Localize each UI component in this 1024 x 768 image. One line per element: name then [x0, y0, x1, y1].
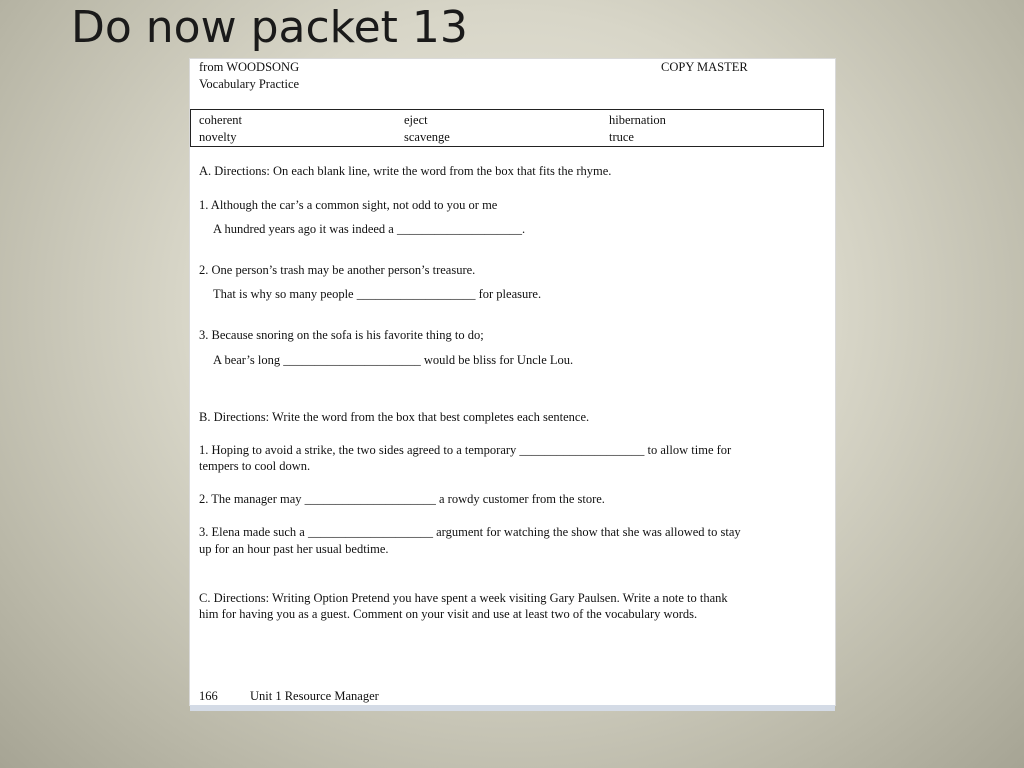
section-b-question-2: 2. The manager may _____________________ a rowdy customer from the store.	[199, 492, 605, 506]
vocab-word: truce	[609, 130, 634, 144]
vocab-word: novelty	[199, 130, 237, 144]
section-b-question-3: 3. Elena made such a ____________________ argument for watching the show that she was allowed to stay	[199, 525, 741, 539]
copy-master-label: COPY MASTER	[661, 60, 748, 74]
worksheet-source: from WOODSONG	[199, 60, 300, 74]
section-b-question-3-cont: up for an hour past her usual bedtime.	[199, 542, 389, 556]
footer-page-number: 166	[199, 689, 218, 703]
vocabulary-word-box	[190, 109, 824, 147]
section-a-question-1-blank: A hundred years ago it was indeed a ____________________.	[213, 222, 526, 236]
vocab-word: eject	[404, 113, 428, 127]
section-a-question-1: 1. Although the car’s a common sight, not odd to you or me	[199, 198, 498, 212]
vocab-word: hibernation	[609, 113, 666, 127]
section-a-question-3: 3. Because snoring on the sofa is his favorite thing to do;	[199, 328, 484, 342]
section-a-question-2-blank: That is why so many people ___________________ for pleasure.	[213, 287, 542, 301]
section-b-question-1-cont: tempers to cool down.	[199, 459, 311, 473]
vocab-word: coherent	[199, 113, 243, 127]
page-bottom-edge	[190, 705, 835, 711]
section-a-question-2: 2. One person’s trash may be another person’s treasure.	[199, 263, 476, 277]
section-c-directions-cont: him for having you as a guest. Comment on your visit and use at least two of the vocabulary words.	[199, 607, 698, 621]
slide-title: Do now packet 13	[71, 2, 468, 53]
section-b-directions: B. Directions: Write the word from the box that best completes each sentence.	[199, 410, 590, 424]
section-a-question-3-blank: A bear’s long ______________________ would be bliss for Uncle Lou.	[213, 353, 574, 367]
section-a-directions: A. Directions: On each blank line, write the word from the box that fits the rhyme.	[199, 164, 612, 178]
vocab-word: scavenge	[404, 130, 450, 144]
worksheet-page	[190, 59, 835, 705]
section-c-directions: C. Directions: Writing Option Pretend you have spent a week visiting Gary Paulsen. Write a note to thank	[199, 591, 728, 605]
footer-book-title: Unit 1 Resource Manager	[250, 689, 379, 703]
worksheet-subtitle: Vocabulary Practice	[199, 77, 300, 91]
section-b-question-1: 1. Hoping to avoid a strike, the two sides agreed to a temporary ____________________ to allow time for	[199, 443, 732, 457]
